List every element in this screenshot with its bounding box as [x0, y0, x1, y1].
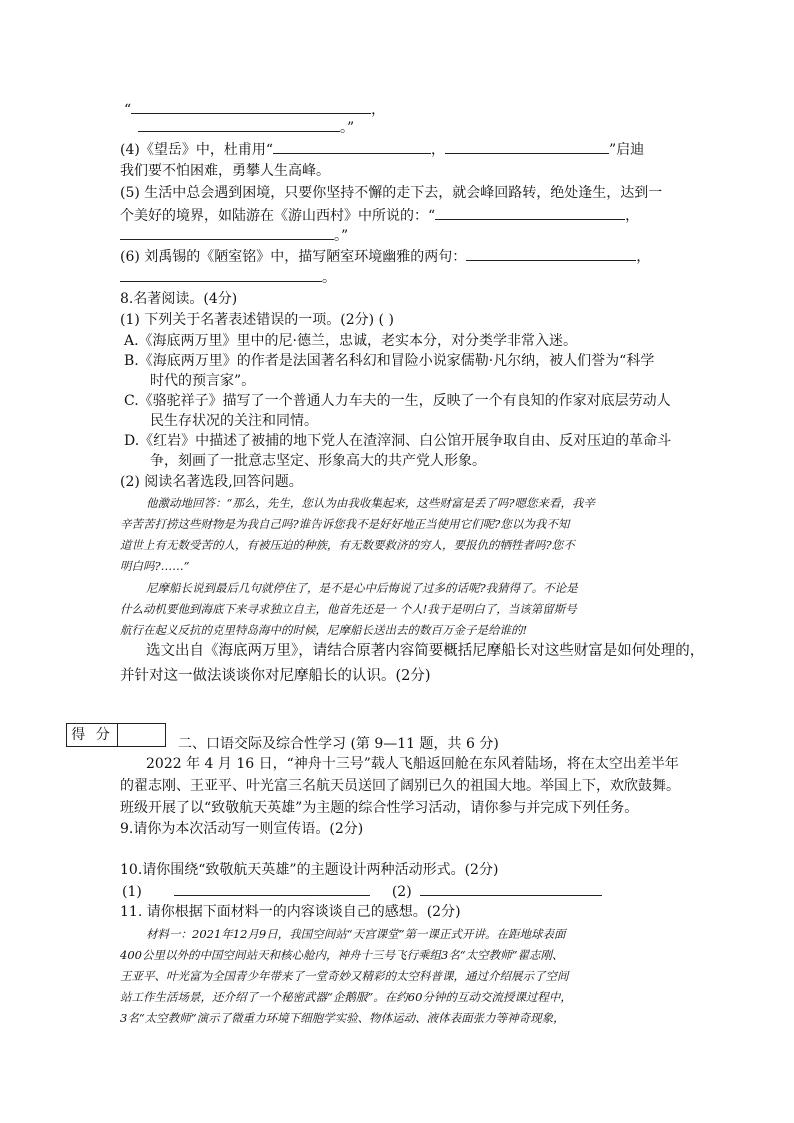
- answer-blank[interactable]: [120, 226, 334, 240]
- section2-intro: 2022 年 4 月 16 日，“神舟十三号”载人飞船返回舱在东风着陆场，将在太空出差半年: [146, 756, 679, 772]
- material-line: 材料一：2021年12月9日，我国空间站“天宫课堂”第一课正式开讲。在距地球表面: [146, 927, 566, 941]
- score-label: 得 分: [67, 724, 118, 746]
- q8-title: 8.名著阅读。(4分): [120, 291, 238, 307]
- material-line: 3名“太空教师”演示了微重力环境下细胞学实验、物体运动、液体表面张力等神奇现象，: [120, 1011, 565, 1025]
- answer-blank[interactable]: [174, 882, 370, 896]
- q7-sub5: (5) 生活中总会遇到困境，只要你坚持不懈的走下去，就会峰回路转，绝处逢生，达到一: [120, 185, 663, 201]
- section2-intro-cont: 班级开展了以“致敬航天英雄”为主题的综合性学习活动，请你参与并完成下列任务。: [120, 800, 639, 816]
- answer-blank[interactable]: [466, 247, 636, 261]
- q7-line1: “ ，: [124, 102, 386, 118]
- section2-intro-cont: 的翟志刚、王亚平、叶光富三名航天员送回了阔别已久的祖国大地。举国上下，欢欣鼓舞。: [120, 778, 680, 794]
- q10: 10.请你围绕“致敬航天英雄”的主题设计两种活动形式。(2分): [120, 862, 499, 878]
- q8-option-c-cont: 民生存状况的关注和同情。: [150, 413, 318, 429]
- q8-sub2: (2) 阅读名著选段,回答问题。: [120, 474, 303, 490]
- answer-blank[interactable]: [420, 882, 602, 896]
- q10-answers: (1) (2): [122, 882, 602, 901]
- material-line: 400公里以外的中国空间站天和核心舱内，神舟十三号飞行乘组3名“太空教师”翟志刚、: [120, 948, 564, 962]
- excerpt-line: 道世上有无数受苦的人，有被压迫的种族，有无数要救济的穷人，要报仇的牺牲者吗?您不: [120, 538, 575, 552]
- q7-sub4-cont: 我们要不怕困难，勇攀人生高峰。: [120, 163, 330, 179]
- excerpt-line: 尼摩船长说到最后几句就停住了，是不是心中后悔说了过多的话呢?我猜得了。不论是: [146, 581, 578, 595]
- q7-sub4: (4)《望岳》中，杜甫用“ ， ”启迪: [120, 142, 645, 158]
- answer-blank[interactable]: [435, 206, 625, 220]
- answer-blank[interactable]: [120, 268, 322, 282]
- answer-blank[interactable]: [273, 140, 431, 154]
- excerpt-line: 辛苦苦打捞这些财物是为我自己吗?谁告诉您我不是好好地正当使用它们呢?您以为我不知: [120, 517, 570, 531]
- q7-line2: 。”: [138, 118, 354, 137]
- q11: 11. 请你根据下面材料一的内容谈谈自己的感想。(2分): [120, 904, 461, 920]
- excerpt-line: 明白吗?……”: [120, 559, 190, 573]
- material-line: 王亚平、叶光富为全国青少年带来了一堂奇妙又精彩的太空科普课，通过介绍展示了空间: [120, 969, 569, 983]
- q8-option-d: D.《红岩》中描述了被捕的地下党人在渣滓洞、白公馆开展争取自由、反对压迫的革命斗: [124, 433, 672, 449]
- material-line: 站工作生活场景，还介绍了一个秘密武器“企鹅服”。在约60分钟的互动交流授课过程中，: [120, 990, 572, 1004]
- q7-sub5-end: 。”: [120, 226, 348, 245]
- q8-option-b-cont: 时代的预言家”。: [150, 373, 256, 389]
- answer-blank[interactable]: [138, 118, 340, 132]
- excerpt-line: 航行在起义反抗的克里特岛海中的时候，尼摩船长送出去的数百万金子是给谁的!: [120, 623, 528, 637]
- q8-option-d-cont: 争，刻画了一批意志坚定、形象高大的共产党人形象。: [150, 453, 486, 469]
- q9: 9.请你为本次活动写一则宣传语。(2分): [120, 821, 364, 837]
- q7-sub5-cont: 个美好的境界，如陆游在《游山西村》中所说的：“ ，: [120, 208, 640, 224]
- section2-title: 二、口语交际及综合性学习 (第 9—11 题，共 6 分): [178, 736, 499, 752]
- q8-option-b: B.《海底两万里》的作者是法国著名科幻和冒险小说家儒勒·凡尔纳，被人们誉为“科学: [124, 353, 655, 369]
- q8-sub1: (1) 下列关于名著表述错误的一项。(2分) ( ): [120, 312, 394, 328]
- excerpt-line: 他激动地回答：“那么，先生，您认为由我收集起来，这些财富是丢了吗?嗯您来看，我辛: [146, 496, 596, 510]
- score-value-cell[interactable]: [118, 724, 165, 746]
- q8-prompt: 选文出自《海底两万里》，请结合原著内容简要概括尼摩船长对这些财富是如何处理的，: [146, 643, 705, 659]
- q7-sub6: (6) 刘禹锡的《陋室铭》中，描写陋室环境幽雅的两句： ，: [120, 249, 651, 265]
- q8-prompt-cont: 并针对这一做法谈谈你对尼摩船长的认识。(2分): [120, 668, 431, 684]
- score-box: [66, 723, 166, 747]
- excerpt-line: 什么动机要他到海底下来寻求独立自主，他首先还是一 个人!我于是明白了，当该第留斯号: [120, 602, 577, 616]
- q8-option-c: C.《骆驼祥子》描写了一个普通人力车夫的一生，反映了一个有良知的作家对底层劳动人: [124, 393, 671, 409]
- q7-sub6-end: 。: [120, 268, 336, 287]
- q8-option-a: A.《海底两万里》里中的尼·德兰，忠诚，老实本分，对分类学非常入迷。: [124, 333, 578, 349]
- answer-blank[interactable]: [445, 140, 609, 154]
- answer-blank[interactable]: [131, 100, 371, 114]
